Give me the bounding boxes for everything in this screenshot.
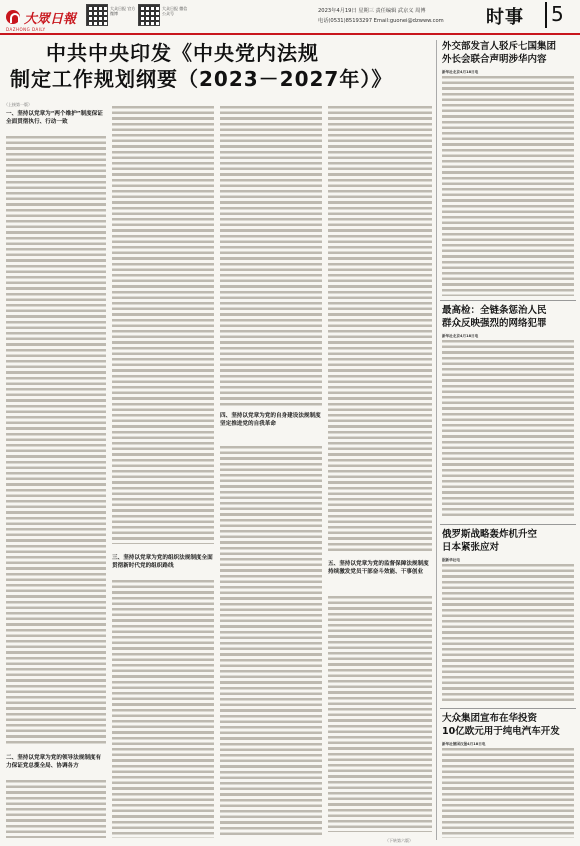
story-4-headline-line-2: 10亿欧元用于纯电汽车开发 xyxy=(442,726,560,737)
subhead-1: 一、坚持以党章为“两个维护”制度保证全面贯彻执行、行动一致 xyxy=(6,111,103,125)
masthead-rule xyxy=(0,33,580,35)
article-text-col-4b xyxy=(328,596,432,832)
story-3-dateline: 据新华社电 xyxy=(442,558,460,562)
article-text-col-1 xyxy=(6,136,106,746)
story-3-text xyxy=(442,564,574,702)
story-3-headline-line-2: 日本紧张应对 xyxy=(442,542,500,553)
story-2-headline-line-1: 最高检：全链条惩治人民 xyxy=(442,305,547,316)
subhead-4: 四、坚持以党章为党的自身建设法规制度坚定推进党的自我革命 xyxy=(220,413,321,427)
qr-caption-weibo: 大众日报 官方微博 xyxy=(110,6,136,16)
subhead-5: 五、坚持以党章为党的监督保障法规制度持续激发党员干部奋斗效能、干事创业 xyxy=(328,561,429,575)
story-1-headline-line-1: 外交部发言人驳斥七国集团 xyxy=(442,41,557,52)
issue-info xyxy=(318,6,444,26)
article-text-col-1b xyxy=(6,780,106,838)
byline: （上接第一版） xyxy=(4,102,32,107)
story-1-headline-line-2: 外长会联合声明涉华内容 xyxy=(442,54,547,65)
paper-sub: DAZHONG DAILY xyxy=(6,27,46,32)
article-text-col-2 xyxy=(112,106,214,544)
continued-note: （下转第六版） xyxy=(385,838,413,843)
story-2-headline xyxy=(442,304,574,330)
story-3-headline xyxy=(442,528,574,554)
story-1-text xyxy=(442,76,574,296)
weibo-qr-code-icon xyxy=(86,4,108,26)
article-text-col-3b xyxy=(220,446,322,838)
article-text-col-4 xyxy=(328,106,432,552)
story-divider-3 xyxy=(440,708,576,709)
newspaper-logo xyxy=(6,5,76,29)
subhead-3: 三、坚持以党章为党的组织法规制度全面贯彻新时代党的组织路线 xyxy=(112,555,213,569)
wechat-qr-code-icon xyxy=(138,4,160,26)
story-4-headline-line-1: 大众集团宣布在华投资 xyxy=(442,713,538,724)
subhead-2: 二、坚持以党章为党的领导法规制度有力保证党总揽全局、协调各方 xyxy=(6,755,102,769)
issue-contact-line: 电话(0531)85193297 Email:guonei@dzwww.com xyxy=(318,18,444,24)
story-2-headline-line-2: 群众反映强烈的网络犯罪 xyxy=(442,318,547,329)
issue-date-line: 2023年4月19日 星期三 责任编辑 武京义 周博 xyxy=(318,8,426,14)
story-4-headline xyxy=(442,712,574,738)
masthead xyxy=(0,0,580,36)
page-number-box xyxy=(545,2,575,28)
section-title: 时事 xyxy=(486,7,524,28)
story-4-text xyxy=(442,748,574,838)
column-divider xyxy=(436,40,437,840)
page-number: 5 xyxy=(551,2,564,26)
story-4-dateline: 新华社德国汉堡4月18日电 xyxy=(442,742,486,746)
story-divider-2 xyxy=(440,524,576,525)
story-2-text xyxy=(442,340,574,516)
main-headline xyxy=(10,40,430,100)
qr-caption-wechat: 大众日报 微信公众号 xyxy=(162,6,188,16)
story-divider-1 xyxy=(440,300,576,301)
story-1-headline xyxy=(442,40,574,66)
logo-emblem-icon xyxy=(6,10,20,24)
article-text-col-3 xyxy=(220,106,322,406)
paper-name: 大眾日報 xyxy=(24,11,77,27)
headline-line-2: 制定工作规划纲要（2023－2027年）》 xyxy=(10,67,393,91)
story-3-headline-line-1: 俄罗斯战略轰炸机升空 xyxy=(442,529,538,540)
story-2-dateline: 新华社北京4月18日电 xyxy=(442,334,479,338)
article-text-col-2b xyxy=(112,580,214,838)
headline-line-1: 中共中央印发《中央党内法规 xyxy=(46,41,319,65)
story-1-dateline: 新华社北京4月18日电 xyxy=(442,70,479,74)
